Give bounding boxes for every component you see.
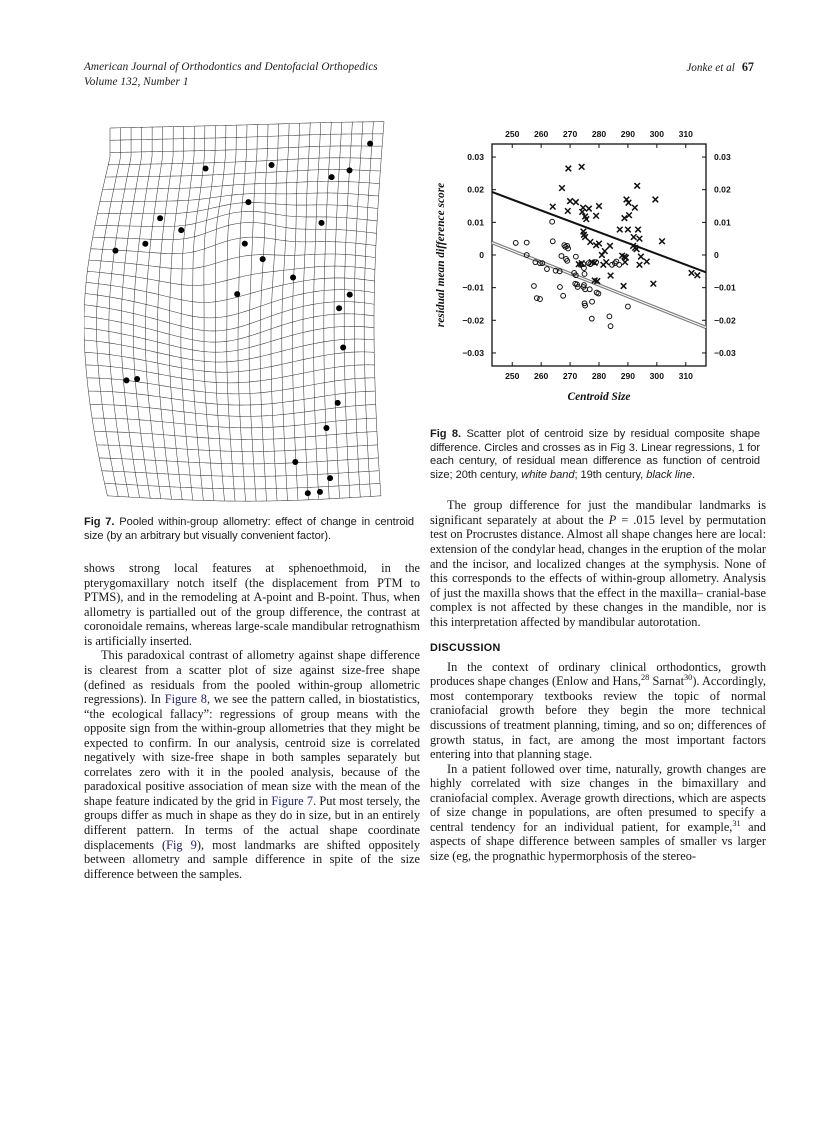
svg-text:0.02: 0.02 [714,184,731,195]
page-number: 67 [741,60,754,74]
citation-30[interactable]: 30 [684,673,693,683]
figure-8-caption-seg-2: ; 19th century, [574,468,647,481]
deformation-grid-svg [84,118,420,508]
figure-8-caption-italic-2: black line [646,468,692,481]
svg-text:0.03: 0.03 [714,152,731,163]
svg-text:290: 290 [620,371,636,381]
right-paragraph-3 [430,762,766,864]
rp1-seg-a: The group difference for just the mandibular landmarks is significant separately at about the [430,498,766,527]
p-value-symbol: P [608,512,617,527]
right-column-body [430,498,766,863]
figure-8-caption-italic-1: white band [521,468,575,481]
figure-9-reference[interactable]: Fig 9 [166,837,197,852]
lp2-seg-a: This paradoxical contrast of allometry against shape difference is clearest from a scatter plot of size against size-free shape (defined as residuals from the pooled within-group allometric regressions). In [84,648,420,707]
figure-8-caption [430,428,760,482]
svg-text:250: 250 [505,129,520,139]
svg-text:300: 300 [649,371,665,381]
journal-title: American Journal of Orthodontics and Dentofacial Orthopedics [84,61,378,73]
figure-7-caption-text: Pooled within-group allometry: effect of change in centroid size (by an arbitrary but visually convenient factor). [84,516,414,542]
svg-text:0: 0 [714,250,719,260]
figure-8-caption-seg-1: Scatter plot of centroid size by residual composite shape difference. Circles and crosses as in Fig 3. Linear regressions, 1 for each century, of residual mean difference as function of centroid size; 20th century, [430,428,760,481]
rp2-seg-c: ). Accordingly, most contemporary textbooks review the topic of normal craniofacial growth before they begin the more technical discussions of treatment planning, timing, and so on; differences of growth status, in fact, are among the most important factors entering into that planning stage. [430,674,767,762]
citation-31[interactable]: 31 [732,818,741,828]
lp2-seg-d: ), most landmarks are shifted oppositely between allometry and sample difference in spite of the size difference between the samples. [84,837,420,881]
rp2-seg-b: Sarnat [649,674,685,689]
lp2-seg-c: . Put most tersely, the groups differ as much in shape as they do in size, but in an entirely different pattern. In terms of the actual shape coordinate displacements ( [84,793,420,852]
left-column-body [84,561,420,881]
svg-text:0.01: 0.01 [467,217,484,228]
figure-7-caption [84,516,414,543]
svg-text:310: 310 [678,371,693,381]
figure-8-label: Fig 8. [430,428,462,440]
svg-text:300: 300 [649,129,665,139]
svg-text:270: 270 [562,371,578,381]
running-head-authors-page [686,60,754,76]
left-paragraph-2 [84,648,420,881]
author-line: Jonke et al [686,62,735,74]
svg-text:−0.02: −0.02 [462,315,484,326]
left-column [84,118,420,881]
running-head-journal [84,60,378,89]
svg-text:260: 260 [533,129,549,139]
rp2-seg-a: In the context of ordinary clinical orthodontics, growth produces shape changes (Enlow and Hans, [430,659,766,689]
figure-8-caption-seg-3: . [691,468,696,481]
right-paragraph-1 [430,498,766,629]
svg-text:0: 0 [479,250,484,260]
figure-8-chart [430,118,766,418]
right-column [430,118,766,864]
svg-text:residual mean difference score: residual mean difference score [435,182,447,328]
section-heading-discussion: DISCUSSION [430,642,501,655]
svg-text:−0.02: −0.02 [714,315,736,326]
rp3-seg-b: and aspects of shape difference between samples of smaller vs larger size (eg, the prognathic hypermorphosis of the stereo- [430,819,766,863]
svg-text:280: 280 [591,371,607,381]
running-head [84,60,754,90]
citation-28[interactable]: 28 [640,673,650,683]
figure-8-reference[interactable]: Figure 8 [164,692,207,707]
svg-text:−0.01: −0.01 [714,282,736,293]
right-paragraph-2 [430,660,766,762]
svg-text:−0.01: −0.01 [462,282,484,293]
svg-text:Centroid Size: Centroid Size [567,391,631,403]
svg-text:260: 260 [533,371,549,381]
rp1-seg-b: = .015 level by permutation test on Procrustes distance. Almost all shape changes here are local: extension of the condylar head, changes in the eruption of the molar and the incisor, and localized changes at the symphysis. None of this corresponds to the effects of within-group allometry. Analysis of just the maxilla shows that the effect in the maxilla– cranial-base complex is not affected by these changes in the mandible, nor is this interpretation affected by mandibular autorotation. [430,512,766,629]
figure-7-label: Fig 7. [84,516,115,528]
svg-text:0.03: 0.03 [467,152,484,163]
svg-text:0.02: 0.02 [467,184,484,195]
scatter-plot-svg [430,118,766,418]
figure-7-reference[interactable]: Figure 7 [271,793,314,808]
volume-issue: Volume 132, Number 1 [84,75,189,88]
svg-text:310: 310 [678,129,693,139]
svg-text:−0.03: −0.03 [714,347,736,358]
left-paragraph-1: shows strong local features at sphenoethmoid, in the pterygomaxillary notch itself (the displacement from PTM to PTMS), and in the remodeling at A-point and B-point. Thus, when allometry is partialled out of the group difference, the contrast at coronoidale remains, whereas large-scale mandibular retrognathism is artificially inserted. [84,561,420,648]
rp3-seg-a: In a patient followed over time, naturally, growth changes are highly correlated with size changes in the bimaxillary and craniofacial complex. Average growth directions, which are aspects of size change in populations, are often presumed to specify a central tendency for an individual patient, for example, [430,761,766,834]
svg-text:290: 290 [620,129,636,139]
svg-text:0.01: 0.01 [714,217,731,228]
svg-text:250: 250 [505,371,520,381]
svg-text:−0.03: −0.03 [462,347,484,358]
svg-text:270: 270 [562,129,578,139]
figure-7-image [84,118,420,508]
svg-text:280: 280 [591,129,607,139]
lp2-seg-b: , we see the pattern called, in biostatistics, “the ecological fallacy”: regressions of group means with the opposite sign from the within-group allometries that they might be expected to confirm. In our analysis, centroid size is correlated negatively with size-free shape in both samples separately but correlates zero with it in the pooled analysis, because of the paradoxical positive association of mean size with the mean of the shape feature indicated by the grid in [84,692,420,808]
